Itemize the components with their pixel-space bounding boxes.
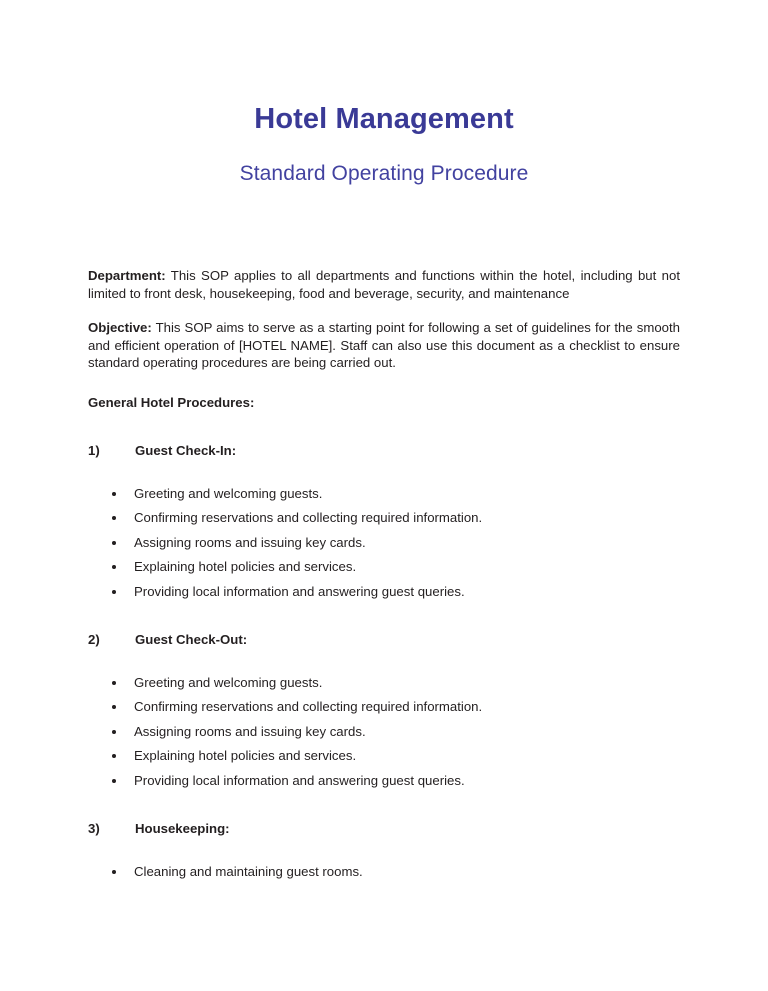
- page-subtitle: Standard Operating Procedure: [239, 162, 529, 185]
- list-item: [88, 863, 680, 881]
- objective-text: This SOP aims to serve as a starting point for following a set of guidelines for the smooth and efficient operation of [HOTEL NAME]. Staff can also use this document as a checklist to ensure standard operating procedures are being carried out.: [88, 320, 680, 370]
- bullet-icon: [112, 730, 116, 734]
- section-title-1: Guest Check-In:: [135, 443, 237, 458]
- objective-paragraph: [88, 319, 680, 372]
- list-item-label: Cleaning and maintaining guest rooms.: [134, 863, 363, 879]
- list-item-label: Providing local information and answering guest queries.: [134, 772, 465, 788]
- intro-block: [88, 186, 680, 372]
- bullet-icon: [112, 779, 116, 783]
- general-procedures-heading: General Hotel Procedures:: [88, 394, 255, 410]
- list-item-label: Greeting and welcoming guests.: [134, 674, 323, 690]
- bullet-icon: [112, 754, 116, 758]
- bullet-icon: [112, 870, 116, 874]
- bullet-icon: [112, 681, 116, 685]
- section-number-3: 3): [88, 821, 100, 836]
- list-item-label: Greeting and welcoming guests.: [134, 485, 323, 501]
- bullet-icon: [112, 541, 116, 545]
- list-item-label: Assigning rooms and issuing key cards.: [134, 534, 366, 550]
- section-heading-2: [88, 600, 680, 649]
- list-item: [88, 558, 680, 576]
- list-item: [88, 485, 680, 503]
- section-number-1: 1): [88, 443, 100, 458]
- list-item-label: Explaining hotel policies and services.: [134, 559, 357, 574]
- list-item-label: Confirming reservations and collecting required information.: [134, 510, 483, 525]
- list-item: [88, 534, 680, 552]
- section-bullets-1: [88, 460, 680, 601]
- list-item: [88, 674, 680, 692]
- section-heading-3: [88, 789, 680, 838]
- page-title: Hotel Management: [254, 103, 514, 135]
- section-bullets-3: [88, 838, 680, 881]
- bullet-icon: [112, 565, 116, 569]
- section-bullets-2: [88, 649, 680, 790]
- list-item-label: Confirming reservations and collecting required information.: [134, 699, 483, 714]
- list-item: [88, 509, 680, 527]
- department-label: Department:: [88, 268, 166, 283]
- bullet-icon: [112, 590, 116, 594]
- section-number-2: 2): [88, 632, 100, 647]
- list-item-label: Providing local information and answering guest queries.: [134, 583, 465, 599]
- list-item: [88, 583, 680, 601]
- section-heading-1: [88, 411, 680, 460]
- list-item-label: Assigning rooms and issuing key cards.: [134, 723, 366, 739]
- department-paragraph: [88, 267, 680, 302]
- list-item: [88, 723, 680, 741]
- department-text: This SOP applies to all departments and functions within the hotel, including but not limited to front desk, housekeeping, food and beverage, security, and maintenance: [88, 268, 680, 301]
- bullet-icon: [112, 516, 116, 520]
- list-item: [88, 698, 680, 716]
- bullet-icon: [112, 492, 116, 496]
- objective-label: Objective:: [88, 320, 152, 335]
- section-title-3: Housekeeping:: [135, 821, 230, 836]
- list-item: [88, 747, 680, 765]
- list-item-label: Explaining hotel policies and services.: [134, 748, 357, 763]
- bullet-icon: [112, 705, 116, 709]
- section-title-2: Guest Check-Out:: [135, 632, 248, 647]
- list-item: [88, 772, 680, 790]
